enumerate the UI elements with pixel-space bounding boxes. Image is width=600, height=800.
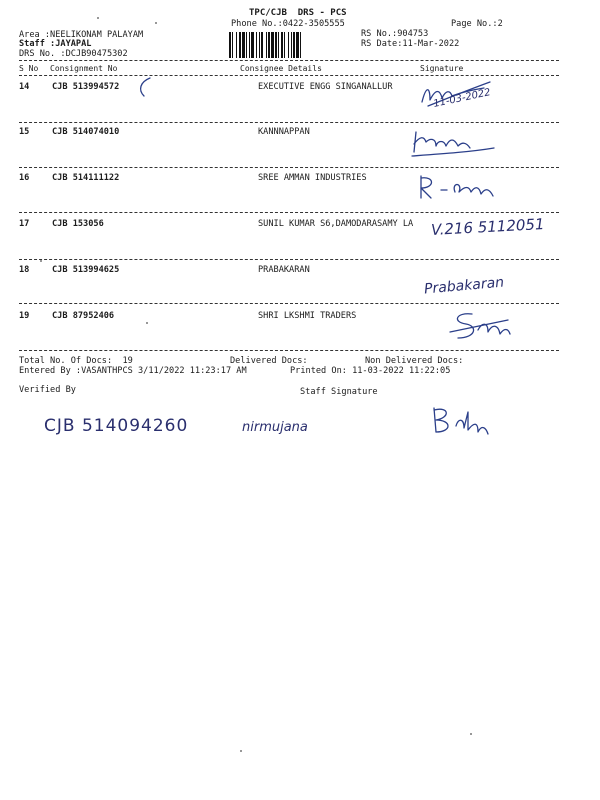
divider	[19, 303, 559, 304]
entered-by: Entered By :VASANTHPCS 3/11/2022 11:23:17 AM	[19, 366, 247, 376]
signature-row-19	[448, 308, 518, 344]
column-header-signature: Signature	[420, 64, 464, 73]
barcode-bar	[236, 32, 237, 58]
signature-date: 11-03-2022	[432, 87, 492, 110]
total-docs: Total No. Of Docs: 19	[19, 356, 133, 366]
barcode-bar	[229, 32, 231, 58]
rs-date: RS Date:11-Mar-2022	[361, 39, 460, 49]
barcode-bar	[296, 32, 299, 58]
barcode-bar	[266, 32, 267, 58]
signature-row-18: Prabakaran	[423, 274, 505, 298]
barcode-bar	[246, 32, 247, 58]
barcode-bar	[251, 32, 254, 58]
row-consignee: SUNIL KUMAR S6,DAMODARASAMY LA	[258, 219, 414, 229]
barcode-bar	[275, 32, 277, 58]
area-label: Area :NEELIKONAM PALAYAM	[19, 30, 144, 40]
row-consignee: SREE AMMAN INDUSTRIES	[258, 173, 367, 183]
scan-speck	[155, 22, 157, 24]
row-consignee: KANNNAPPAN	[258, 127, 310, 137]
row-consignment: CJB 153056	[52, 219, 104, 229]
scan-speck	[470, 733, 472, 735]
barcode-bar	[268, 32, 270, 58]
signature-row-17: V.216 5112051	[430, 215, 545, 239]
row-sno: 18	[19, 265, 30, 275]
scan-speck	[40, 260, 42, 262]
barcode-bar	[281, 32, 283, 58]
row-consignment: CJB 513994572	[52, 82, 120, 92]
barcode-bar	[239, 32, 241, 58]
barcode-bar	[232, 32, 233, 58]
barcode-bar	[256, 32, 257, 58]
row-consignment: CJB 87952406	[52, 311, 115, 321]
row-sno: 15	[19, 127, 30, 137]
barcode-bar	[271, 32, 274, 58]
row-consignee: EXECUTIVE ENGG SINGANALLUR	[258, 82, 393, 92]
row-sno: 14	[19, 82, 30, 92]
barcode-bar	[288, 32, 289, 58]
handwritten-name: nirmujana	[242, 420, 308, 435]
barcode-bar	[284, 32, 285, 58]
column-header-sno: S No	[19, 64, 39, 73]
pen-mark	[128, 74, 158, 100]
row-consignment: CJB 513994625	[52, 265, 120, 275]
table-row	[0, 127, 600, 167]
barcode-bar	[261, 32, 263, 58]
column-header-consignment: Consignment No	[50, 64, 118, 73]
table-row	[0, 173, 600, 213]
document-title: TPC/CJB DRS - PCS	[249, 8, 347, 18]
barcode-bar	[249, 32, 250, 58]
scan-speck	[146, 322, 148, 324]
barcode-bar	[242, 32, 245, 58]
row-consignee: SHRI LKSHMI TRADERS	[258, 311, 357, 321]
table-row	[0, 265, 600, 305]
divider	[19, 350, 559, 351]
signature-row-16	[415, 172, 505, 206]
verified-by-label: Verified By	[19, 385, 76, 395]
barcode	[228, 32, 354, 58]
row-sno: 17	[19, 219, 30, 229]
barcode-bar	[300, 32, 301, 58]
barcode-bar	[259, 32, 260, 58]
row-sno: 19	[19, 311, 30, 321]
row-sno: 16	[19, 173, 30, 183]
non-delivered-docs: Non Delivered Docs:	[365, 356, 464, 366]
divider	[19, 122, 559, 123]
printed-on: Printed On: 11-03-2022 11:22:05	[290, 366, 451, 376]
staff-signature-label: Staff Signature	[300, 387, 378, 397]
row-consignee: PRABAKARAN	[258, 265, 310, 275]
barcode-bar	[293, 32, 295, 58]
row-consignment: CJB 514111122	[52, 173, 120, 183]
row-consignment: CJB 514074010	[52, 127, 120, 137]
divider	[19, 60, 559, 61]
delivered-docs: Delivered Docs:	[230, 356, 308, 366]
scan-speck	[240, 750, 242, 752]
column-header-consignee: Consignee Details	[240, 64, 322, 73]
divider	[19, 259, 559, 260]
divider	[19, 167, 559, 168]
phone-number: Phone No.:0422-3505555	[231, 19, 345, 29]
rs-number: RS No.:904753	[361, 29, 429, 39]
staff-label: Staff :JAYAPAL	[19, 39, 92, 49]
signature-row-15	[410, 124, 500, 164]
scan-speck	[97, 17, 99, 19]
page-number: Page No.:2	[451, 19, 503, 29]
divider	[19, 212, 559, 213]
table-row	[0, 82, 600, 122]
handwritten-consignment: CJB 514094260	[44, 416, 189, 436]
drs-number: DRS No. :DCJB90475302	[19, 49, 128, 59]
staff-signature-mark	[428, 404, 494, 440]
barcode-bar	[291, 32, 292, 58]
barcode-bar	[278, 32, 279, 58]
